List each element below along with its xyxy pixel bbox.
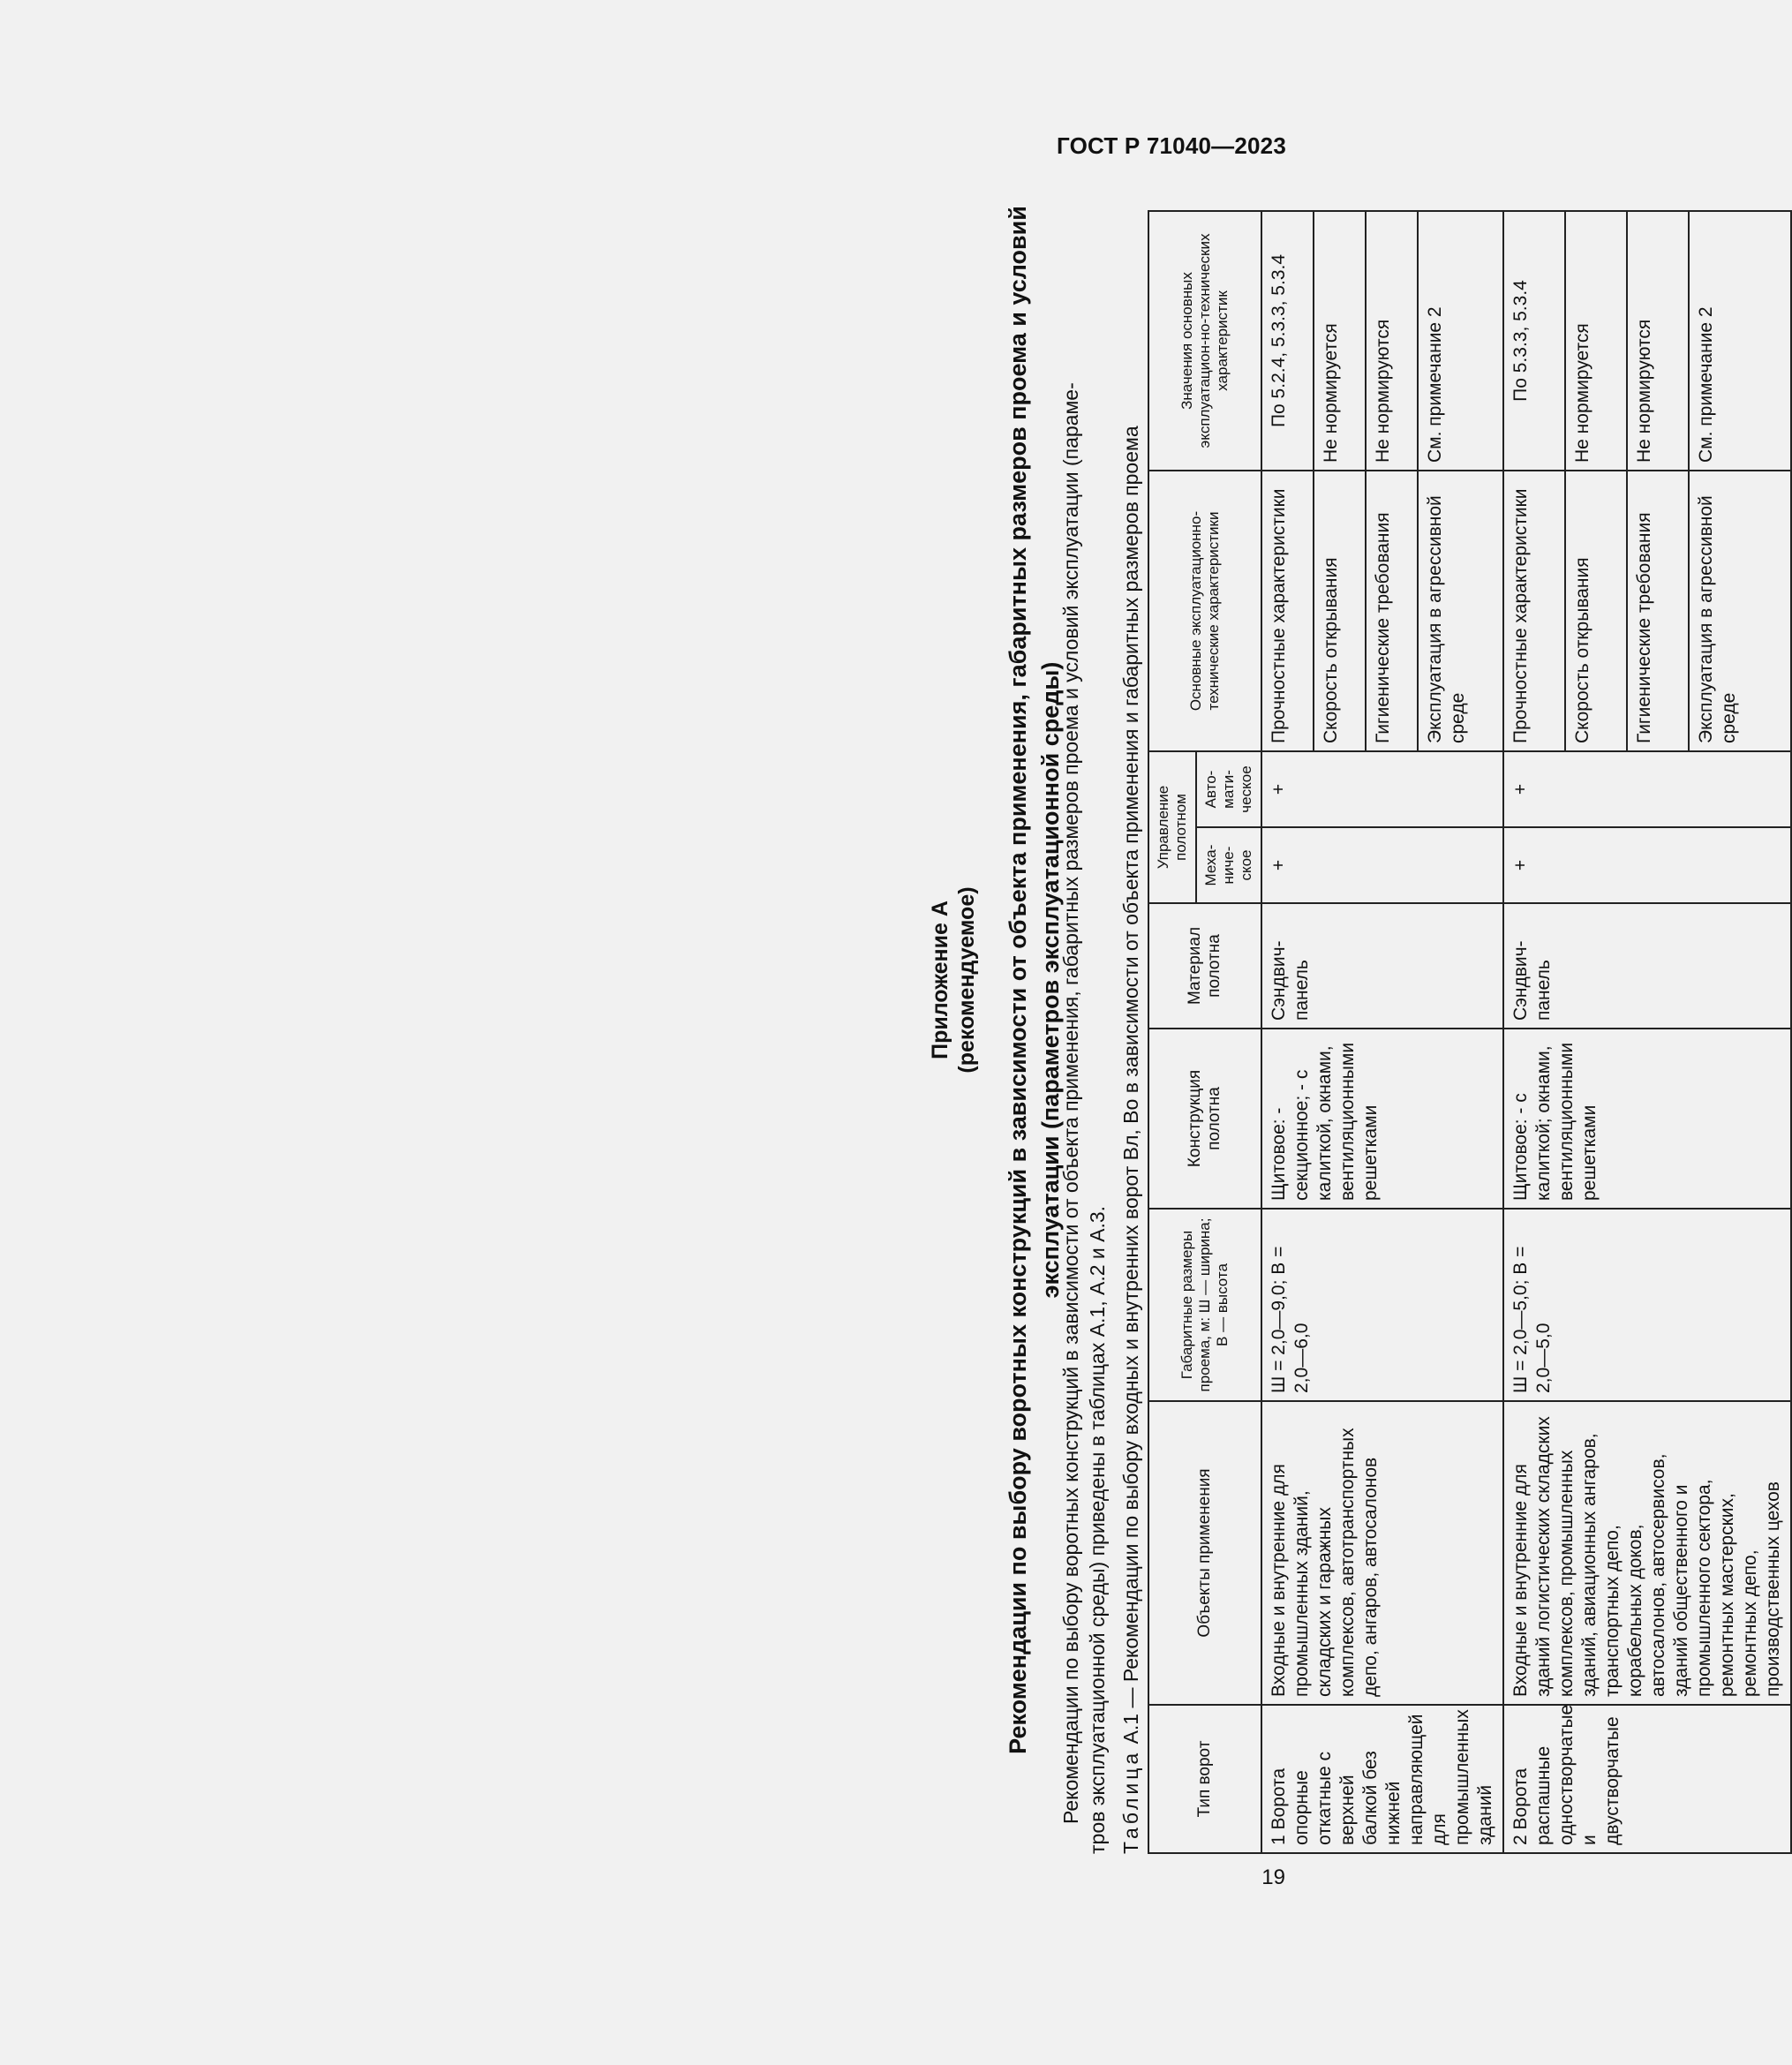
appendix-heading xyxy=(927,106,980,1854)
header-objects: Объекты применения xyxy=(1148,1401,1261,1705)
cell-char-value: Не нормируется xyxy=(1314,211,1366,471)
cell-char-name: Прочностные характеристики xyxy=(1503,471,1565,751)
recommendations-table xyxy=(1148,210,1792,1854)
header-control-auto: Авто-мати-ческое xyxy=(1196,751,1261,827)
header-sizes: Габаритные размеры проема, м: Ш — ширина; В — высота xyxy=(1148,1209,1261,1401)
cell-auto: + xyxy=(1503,751,1791,827)
page-number: 19 xyxy=(1261,1865,1285,1889)
cell-char-name: Скорость открывания xyxy=(1314,471,1366,751)
header-construction: Конструкция полотна xyxy=(1148,1029,1261,1209)
cell-char-value: По 5.2.4, 5.3.3, 5.3.4 xyxy=(1261,211,1314,471)
document-code: ГОСТ Р 71040—2023 xyxy=(1057,132,1286,159)
header-control: Управление полотном xyxy=(1148,751,1196,903)
cell-material: Сэндвич-панель xyxy=(1503,903,1791,1029)
cell-type: 1 Ворота опорные откатные с верхней балкой без нижней направляющей для промышленных зданий xyxy=(1261,1705,1503,1853)
table-caption-label: Таблица xyxy=(1119,1749,1142,1854)
header-type: Тип ворот xyxy=(1148,1705,1261,1853)
table-row xyxy=(1503,211,1565,1853)
header-control-mech: Меха-ниче-ское xyxy=(1196,827,1261,903)
cell-objects: Входные и внутренние для промышленных зданий, складских и гаражных комплексов, автотранспортных депо, ангаров, автосалонов xyxy=(1261,1401,1503,1705)
cell-construction: Щитовое: - с калиткой; окнами, вентиляционными решетками xyxy=(1503,1029,1791,1209)
cell-char-name: Гигиенические требования xyxy=(1627,471,1689,751)
cell-char-value: Не нормируются xyxy=(1366,211,1418,471)
table-caption xyxy=(1119,426,1143,1854)
cell-construction: Щитовое: - секционное; - с калиткой, окнами, вентиляционными решетками xyxy=(1261,1029,1503,1209)
section-title-line1: Рекомендации по выбору воротных конструкций в зависимости от объекта применения, габаритных размеров проема и условий xyxy=(1005,206,1031,1754)
section-title-line2: эксплуатации (параметров эксплуатационной среды) xyxy=(1037,661,1064,1299)
intro-line1: Рекомендации по выбору воротных конструкций в зависимости от объекта применения, габаритных размеров проема и условий эксплуатации (параме- xyxy=(1059,382,1082,1824)
cell-char-value: Не нормируются xyxy=(1627,211,1689,471)
cell-char-value: По 5.3.3, 5.3.4 xyxy=(1503,211,1565,471)
cell-char-value: См. примечание 2 xyxy=(1418,211,1503,471)
appendix-title: Приложение А xyxy=(928,901,952,1059)
cell-char-name: Эксплуатация в агрессивной среде xyxy=(1689,471,1791,751)
cell-char-name: Гигиенические требования xyxy=(1366,471,1418,751)
cell-char-name: Скорость открывания xyxy=(1565,471,1627,751)
cell-material: Сэндвич-панель xyxy=(1261,903,1503,1029)
header-values: Значения основных эксплуатацион-но-технических характеристик xyxy=(1148,211,1261,471)
cell-char-name: Эксплуатация в агрессивной среде xyxy=(1418,471,1503,751)
table-row xyxy=(1261,211,1314,1853)
cell-sizes: Ш = 2,0—9,0; В = 2,0—6,0 xyxy=(1261,1209,1503,1401)
table-caption-text: А.1 — Рекомендации по выбору входных и внутренних ворот Вл, Во в зависимости от объекта применения и габаритных размеров проема xyxy=(1119,426,1142,1745)
intro-paragraph xyxy=(1058,194,1111,1854)
intro-line2: тров эксплуатационной среды) приведены в таблицах А.1, А.2 и А.3. xyxy=(1086,1205,1109,1854)
cell-type: 2 Ворота распашные одностворчатые и двустворчатые xyxy=(1503,1705,1791,1853)
cell-objects: Входные и внутренние для зданий логистических складских комплексов, промышленных зданий, авиационных ангаров, транспортных депо, корабельных доков, автосалонов, автосервисов, зданий общественного и промышленного сектора, ремонтных мастерских, ремонтных депо, производственных цехов xyxy=(1503,1401,1791,1705)
header-characteristics: Основные эксплуатационно-технические характеристики xyxy=(1148,471,1261,751)
cell-auto: + xyxy=(1261,751,1503,827)
cell-char-value: Не нормируется xyxy=(1565,211,1627,471)
cell-mech: + xyxy=(1503,827,1791,903)
header-material: Материал полотна xyxy=(1148,903,1261,1029)
cell-mech: + xyxy=(1261,827,1503,903)
cell-char-value: См. примечание 2 xyxy=(1689,211,1791,471)
cell-sizes: Ш = 2,0—5,0; В = 2,0—5,0 xyxy=(1503,1209,1791,1401)
cell-char-name: Прочностные характеристики xyxy=(1261,471,1314,751)
appendix-subtitle: (рекомендуемое) xyxy=(954,886,979,1074)
